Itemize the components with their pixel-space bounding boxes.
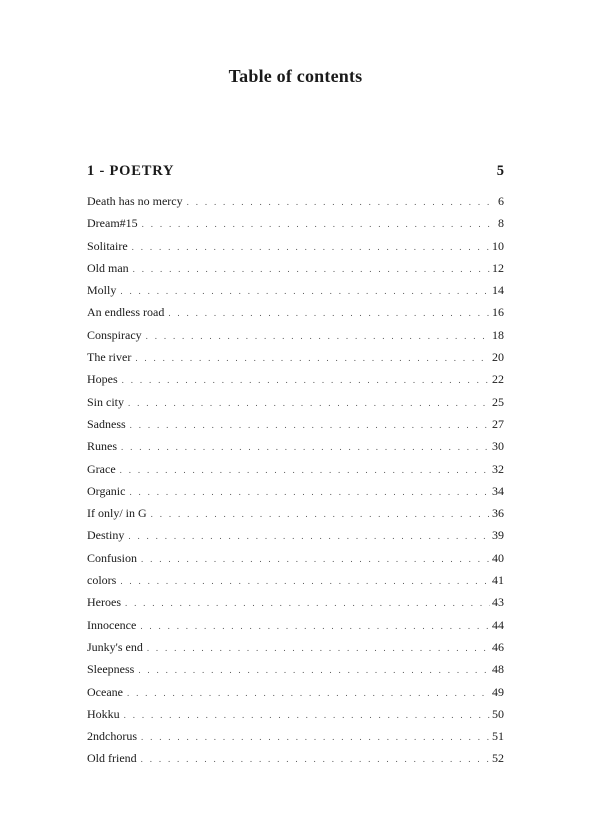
toc-entry[interactable] [87,661,504,683]
toc-entry-page-number: 48 [492,662,504,677]
toc-entry[interactable] [87,304,504,326]
toc-entry-page-number: 51 [492,729,504,744]
toc-entry[interactable] [87,483,504,505]
toc-entry-label: Sleepness [87,662,135,677]
toc-entry-label: Sadness [87,416,126,431]
toc-entry-label: Heroes [87,595,121,610]
toc-entry[interactable] [87,572,504,594]
toc-entry-page-number: 18 [492,327,504,342]
toc-entry-page-number: 6 [498,194,504,208]
dot-leader [140,618,490,634]
toc-entry[interactable] [87,617,504,639]
page-title: Table of contents [228,66,363,86]
dot-leader [187,194,496,210]
toc-entry-label: Hopes [87,372,118,387]
toc-entry-page-number: 27 [492,416,504,431]
dot-leader [151,506,490,522]
toc-entry[interactable] [87,282,504,304]
toc-entry-label: Junky's end [87,639,143,654]
toc-entry[interactable] [87,527,504,549]
toc-entry[interactable] [87,438,504,460]
toc-entry[interactable] [87,193,504,215]
toc-entry-page-number: 16 [492,305,504,320]
toc-entry[interactable] [87,238,504,260]
toc-entry-page-number: 22 [492,372,504,387]
dot-leader [128,395,490,411]
toc-entry[interactable] [87,550,504,572]
dot-leader [141,551,490,567]
dot-leader [138,662,490,678]
toc-entry[interactable] [87,371,504,393]
toc-entry-label: Conspiracy [87,327,142,342]
toc-entry-page-number: 36 [492,506,504,521]
toc-entry-label: Confusion [87,550,138,565]
toc-entry-label: If only/ in G [87,506,147,521]
toc-entry[interactable] [87,505,504,527]
toc-entry-label: Old friend [87,751,137,766]
dot-leader [120,573,490,589]
toc-entry-page-number: 8 [498,216,504,231]
toc-entry-page-number: 46 [492,639,504,654]
dot-leader [133,261,490,277]
dot-leader [129,484,490,500]
toc-entry-label: Grace [87,461,116,476]
toc-entry-page-number: 41 [492,573,504,588]
toc-entry-label: Innocence [87,617,137,632]
toc-entry-label: Destiny [87,528,125,543]
toc-entry-label: 2ndchorus [87,729,137,744]
toc-entry-page-number: 14 [492,283,504,298]
toc-entry-page-number: 44 [492,617,504,632]
toc-entry-page-number: 40 [492,550,504,565]
dot-leader [135,350,490,366]
toc-entry-label: An endless road [87,305,165,320]
section-page-number: 5 [496,163,504,179]
dot-leader [130,417,490,433]
dot-leader [147,640,490,656]
toc-entry-label: Old man [87,260,129,275]
dot-leader [132,239,490,255]
dot-leader [142,216,496,232]
dot-leader [120,462,490,478]
toc-entry[interactable] [87,639,504,661]
toc-entry[interactable] [87,215,504,237]
dot-leader [124,707,490,723]
toc-entry-label: colors [87,573,117,588]
toc-entry[interactable] [87,684,504,706]
toc-entry-label: The river [87,350,132,365]
dot-leader [141,729,490,745]
toc-entry[interactable] [87,461,504,483]
toc-entry-page-number: 30 [492,439,504,454]
toc-entry-page-number: 32 [492,461,504,476]
toc-entry-page-number: 25 [492,394,504,409]
toc-entry-page-number: 43 [492,595,504,610]
toc-entry-page-number: 20 [492,350,504,365]
toc-entry[interactable] [87,327,504,349]
dot-leader [127,685,490,701]
dot-leader [128,528,490,544]
toc-entry-list [87,193,504,773]
toc-entry-page-number: 34 [492,483,504,498]
toc-entry-label: Dream#15 [87,216,138,231]
toc-entry[interactable] [87,728,504,750]
toc-entry[interactable] [87,416,504,438]
toc-entry-label: Oceane [87,684,123,699]
toc-entry-page-number: 52 [492,751,504,766]
dot-leader [168,305,490,321]
toc-entry[interactable] [87,260,504,282]
dot-leader [125,595,490,611]
dot-leader [121,439,490,455]
section-label: 1 - POETRY [87,163,175,179]
toc-entry-label: Sin city [87,394,125,409]
toc-section-heading[interactable] [87,163,504,180]
toc-entry-label: Solitaire [87,238,128,253]
dot-leader [146,328,490,344]
dot-leader [120,283,490,299]
toc-entry-page-number: 49 [492,684,504,699]
toc-entry[interactable] [87,706,504,728]
toc-entry[interactable] [87,349,504,371]
dot-leader [141,751,490,767]
toc-entry[interactable] [87,394,504,416]
toc-entry[interactable] [87,594,504,616]
toc-entry-page-number: 39 [492,528,504,543]
toc-entry[interactable] [87,750,504,772]
toc-entry-page-number: 12 [492,260,504,275]
toc-entry-label: Molly [87,283,117,298]
toc-entry-label: Hokku [87,706,120,721]
toc-entry-label: Death has no mercy [87,194,183,208]
toc-entry-label: Organic [87,483,126,498]
toc-entry-label: Runes [87,439,117,454]
toc-entry-page-number: 50 [492,706,504,721]
dot-leader [122,372,490,388]
toc-entry-page-number: 10 [492,238,504,253]
